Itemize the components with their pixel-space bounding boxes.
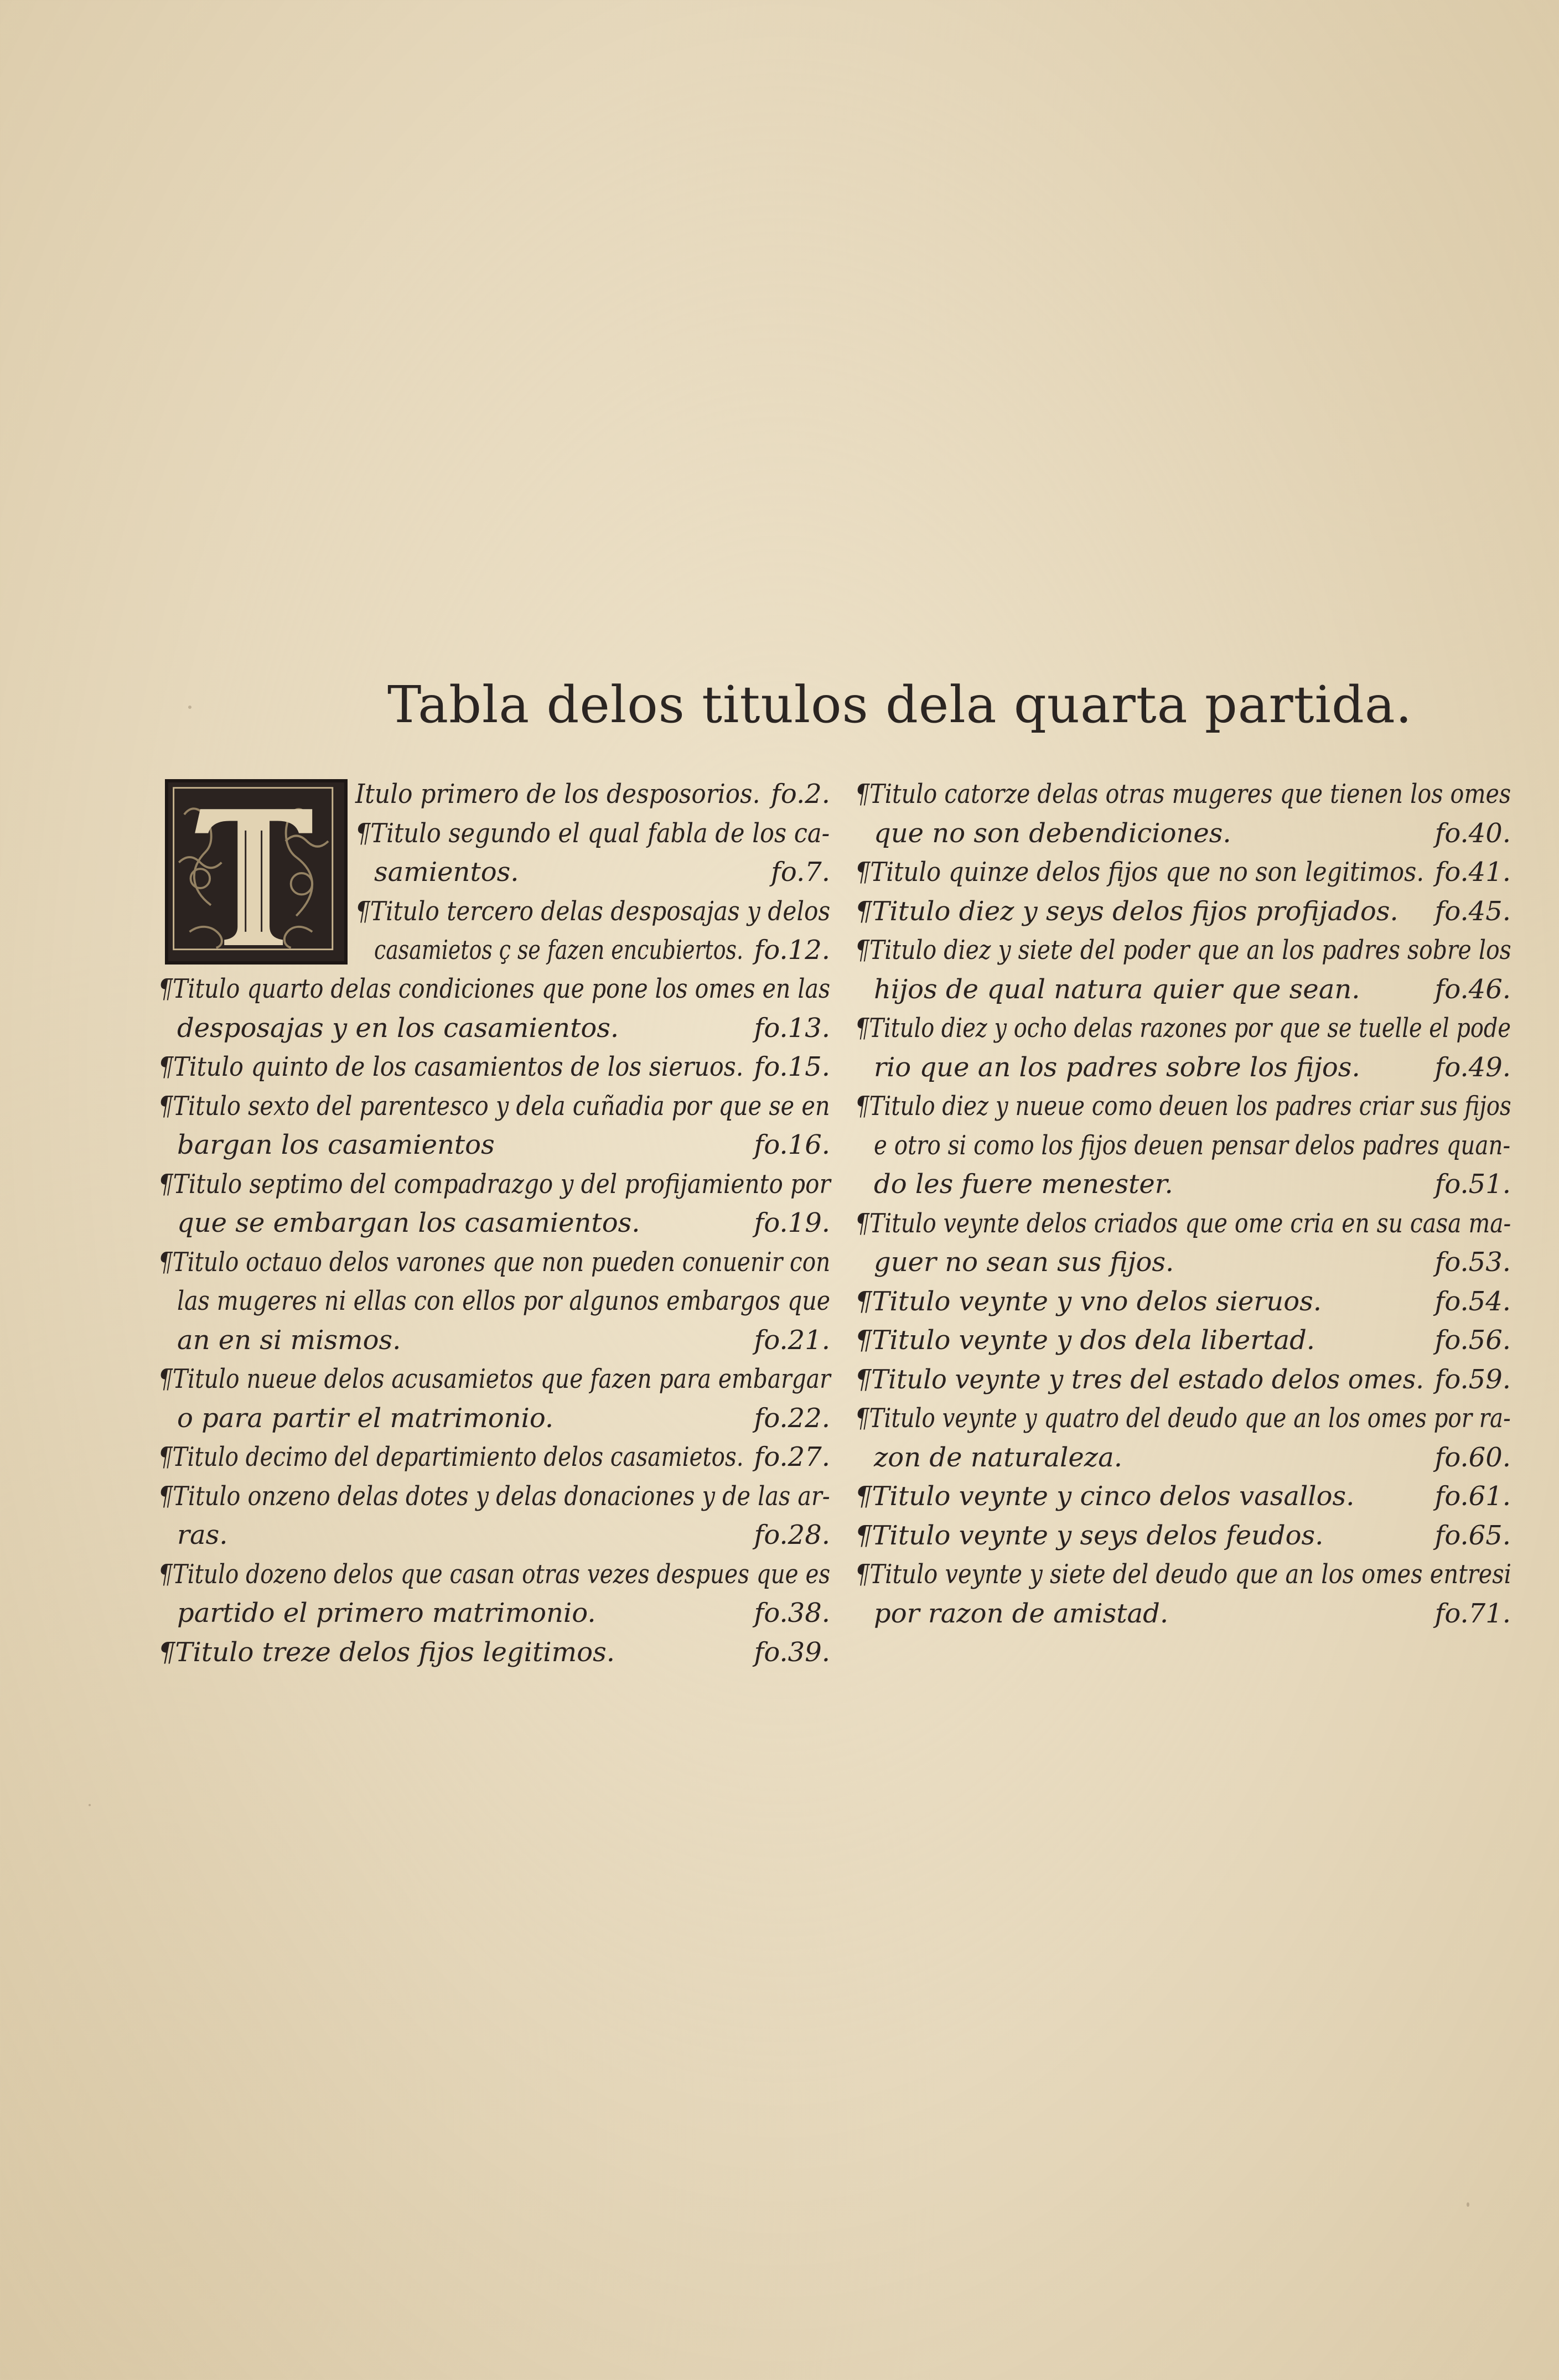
toc-line-text: partido el primero matrimonio. — [177, 1598, 596, 1629]
toc-entry — [158, 1438, 830, 1477]
toc-line — [855, 1516, 1511, 1555]
toc-line-text: ¶Titulo octauo delos varones que non pueden conuenir con — [158, 1246, 831, 1278]
toc-line — [855, 931, 1511, 970]
toc-entry — [158, 1087, 830, 1165]
toc-entry — [855, 1555, 1511, 1633]
toc-line — [855, 1555, 1511, 1594]
toc-line — [158, 1282, 830, 1321]
folio-number: fo.2. — [771, 779, 830, 810]
folio-number: fo.41. — [1434, 857, 1511, 888]
toc-entry — [855, 1009, 1511, 1087]
toc-line — [158, 1555, 830, 1594]
folio-number: fo.16. — [754, 1129, 830, 1160]
toc-line — [855, 1126, 1511, 1165]
toc-line-text: guer no sean sus fijos. — [874, 1247, 1174, 1278]
decorated-initial-t-icon — [165, 779, 348, 965]
folio-number: fo.39. — [754, 1636, 830, 1668]
toc-line — [855, 1360, 1511, 1399]
toc-entry — [855, 1399, 1511, 1477]
toc-line — [855, 1321, 1511, 1360]
folio-number: fo.40. — [1434, 817, 1511, 849]
folio-number: fo.7. — [771, 857, 830, 888]
toc-line — [855, 1048, 1511, 1087]
page-title: Tabla delos titulos dela quarta partida. — [387, 675, 1412, 734]
toc-line-text: ¶Titulo diez y seys delos fijos profijados. — [855, 895, 1399, 927]
toc-line — [855, 1204, 1511, 1243]
toc-line-text: ¶Titulo veynte y siete del deudo que an los omes entresi — [855, 1559, 1511, 1590]
toc-line — [158, 1633, 830, 1672]
folio-number: fo.71. — [1434, 1598, 1511, 1629]
toc-line-text: ¶Titulo veynte delos criados que ome cria en su casa ma- — [855, 1207, 1511, 1239]
toc-line — [158, 1360, 830, 1399]
toc-line-text: ¶Titulo quinto de los casamientos de los sieruos. — [158, 1051, 744, 1082]
toc-entry — [855, 1477, 1511, 1516]
drop-cap-block — [158, 775, 830, 969]
toc-line-text: ¶Titulo veynte y quatro del deudo que an los omes por ra- — [855, 1403, 1511, 1434]
toc-line — [158, 1477, 830, 1516]
folio-number: fo.56. — [1434, 1325, 1511, 1356]
toc-line-text: Itulo primero de los desposorios. — [355, 779, 760, 810]
toc-line — [158, 1516, 830, 1555]
folio-number: fo.59. — [1434, 1363, 1511, 1395]
toc-line-text: zon de naturaleza. — [874, 1442, 1122, 1473]
folio-number: fo.28. — [754, 1520, 830, 1551]
toc-line-text: casamietos ç se fazen encubiertos. — [374, 935, 744, 966]
left-entry-list — [158, 969, 830, 1672]
left-column — [158, 775, 830, 1672]
toc-line-text: samientos. — [374, 857, 519, 888]
toc-line-text: ¶Titulo veynte y dos dela libertad. — [855, 1325, 1315, 1356]
folio-number: fo.45. — [1434, 895, 1511, 927]
toc-line — [158, 1204, 830, 1243]
toc-line-text: ¶Titulo veynte y tres del estado delos omes. — [855, 1363, 1424, 1395]
toc-line — [855, 1438, 1511, 1477]
folio-number: fo.21. — [754, 1324, 830, 1356]
toc-entry — [158, 1165, 830, 1243]
toc-line-text: ¶Titulo quinze delos fijos que no son legitimos. — [855, 857, 1425, 888]
toc-entry — [855, 775, 1511, 853]
toc-line-text: ras. — [177, 1520, 228, 1551]
toc-line-text: desposajas y en los casamientos. — [177, 1012, 619, 1044]
toc-line-text: ¶Titulo onzeno delas dotes y delas donaciones y de las ar- — [158, 1480, 830, 1512]
toc-line-text: ¶Titulo segundo el qual fabla de los ca- — [355, 817, 830, 849]
toc-line-text: ¶Titulo nueue delos acusamietos que fazen para embargar — [158, 1363, 831, 1394]
folio-number: fo.53. — [1434, 1247, 1511, 1278]
toc-line-text: que se embargan los casamientos. — [177, 1207, 640, 1238]
toc-line — [855, 1399, 1511, 1438]
toc-line-text: o para partir el matrimonio. — [177, 1402, 554, 1434]
toc-line-text: rio que an los padres sobre los fijos. — [874, 1051, 1360, 1083]
folio-number: fo.22. — [754, 1402, 830, 1434]
folio-number: fo.19. — [754, 1207, 830, 1238]
folio-number: fo.49. — [1434, 1051, 1511, 1083]
toc-line — [855, 1087, 1511, 1126]
toc-line — [855, 1243, 1511, 1282]
toc-entry — [855, 853, 1511, 892]
toc-line-text: e otro si como los fijos deuen pensar delos padres quan- — [874, 1129, 1511, 1161]
toc-line — [855, 1009, 1511, 1048]
toc-entry — [158, 1633, 830, 1672]
drop-cap-lines — [355, 775, 830, 970]
toc-line-text: ¶Titulo veynte y vno delos sieruos. — [855, 1285, 1322, 1317]
toc-line — [355, 814, 830, 853]
toc-line-text: ¶Titulo decimo del departimiento delos casamietos. — [158, 1442, 744, 1472]
toc-entry — [855, 892, 1511, 931]
folio-number: fo.60. — [1434, 1442, 1511, 1473]
toc-line-text: ¶Titulo catorze delas otras mugeres que tienen los omes — [855, 779, 1511, 810]
toc-line — [158, 969, 830, 1009]
toc-line-text: ¶Titulo diez y ocho delas razones por que se tuelle el pode — [855, 1013, 1511, 1044]
toc-entry — [855, 1360, 1511, 1399]
toc-entry — [855, 1204, 1511, 1282]
folio-number: fo.13. — [754, 1012, 830, 1044]
toc-line-text: ¶Titulo dozeno delos que casan otras vezes despues que es — [158, 1558, 831, 1590]
toc-line — [355, 892, 830, 931]
toc-line-text: bargan los casamientos — [177, 1129, 495, 1160]
toc-entry — [855, 1516, 1511, 1555]
toc-line-text: ¶Titulo diez y siete del poder que an los padres sobre los — [855, 935, 1511, 966]
folio-number: fo.38. — [754, 1598, 830, 1629]
folio-number: fo.65. — [1434, 1520, 1511, 1551]
toc-line-text: las mugeres ni ellas con ellos por algunos embargos que — [177, 1285, 831, 1316]
toc-line-text: por razon de amistad. — [874, 1598, 1169, 1629]
toc-line — [158, 1165, 830, 1204]
toc-line — [158, 1087, 830, 1126]
folio-number: fo.12. — [754, 935, 830, 966]
toc-line — [855, 853, 1511, 892]
toc-line-text: hijos de qual natura quier que sean. — [874, 973, 1360, 1005]
toc-line — [355, 775, 830, 814]
toc-line — [855, 775, 1511, 814]
toc-entry — [855, 931, 1511, 1009]
right-entry-list — [855, 775, 1511, 1633]
folio-number: fo.54. — [1434, 1285, 1511, 1317]
toc-line — [355, 853, 830, 892]
toc-line-text: do les fuere menester. — [874, 1169, 1173, 1200]
toc-line-text: ¶Titulo tercero delas desposajas y delos — [355, 895, 831, 927]
toc-entry — [158, 1243, 830, 1360]
toc-line-text: ¶Titulo treze delos fijos legitimos. — [158, 1636, 615, 1668]
folio-number: fo.27. — [754, 1442, 830, 1472]
toc-line-text: ¶Titulo septimo del compadrazgo y del profijamiento por — [158, 1168, 831, 1200]
toc-line — [158, 1009, 830, 1048]
toc-line — [158, 1399, 830, 1438]
folio-number: fo.15. — [754, 1051, 830, 1082]
toc-entry — [158, 1555, 830, 1633]
toc-line — [855, 1165, 1511, 1204]
toc-entry — [158, 1477, 830, 1555]
toc-line — [158, 1594, 830, 1633]
toc-line — [158, 1126, 830, 1165]
toc-entry — [158, 1048, 830, 1087]
toc-line — [158, 1243, 830, 1282]
toc-line-text: ¶Titulo diez y nueue como deuen los padres criar sus fijos — [855, 1091, 1511, 1122]
toc-line — [855, 1594, 1511, 1634]
toc-entry — [855, 1087, 1511, 1204]
toc-line-text: an en si mismos. — [177, 1324, 401, 1356]
toc-line — [855, 814, 1511, 853]
right-column — [855, 775, 1511, 1633]
toc-line — [855, 1477, 1511, 1516]
toc-line — [855, 892, 1511, 931]
toc-line-text: ¶Titulo quarto delas condiciones que pone los omes en las — [158, 973, 831, 1004]
folio-number: fo.61. — [1434, 1481, 1511, 1512]
toc-line — [855, 1282, 1511, 1321]
toc-line — [855, 970, 1511, 1009]
toc-entry — [855, 1282, 1511, 1321]
toc-line — [158, 1048, 830, 1087]
toc-line — [158, 1321, 830, 1360]
toc-entry — [158, 969, 830, 1048]
toc-entry — [855, 1321, 1511, 1360]
toc-line — [158, 1438, 830, 1477]
toc-line-text: que no son debendiciones. — [874, 817, 1231, 849]
toc-line-text: ¶Titulo veynte y cinco delos vasallos. — [855, 1481, 1355, 1512]
folio-number: fo.51. — [1434, 1169, 1511, 1200]
toc-line-text: ¶Titulo veynte y seys delos feudos. — [855, 1520, 1324, 1551]
toc-line-text: ¶Titulo sexto del parentesco y dela cuñadia por que se en — [158, 1090, 830, 1122]
toc-line — [355, 931, 830, 970]
toc-entry — [158, 1360, 830, 1438]
folio-number: fo.46. — [1434, 973, 1511, 1005]
